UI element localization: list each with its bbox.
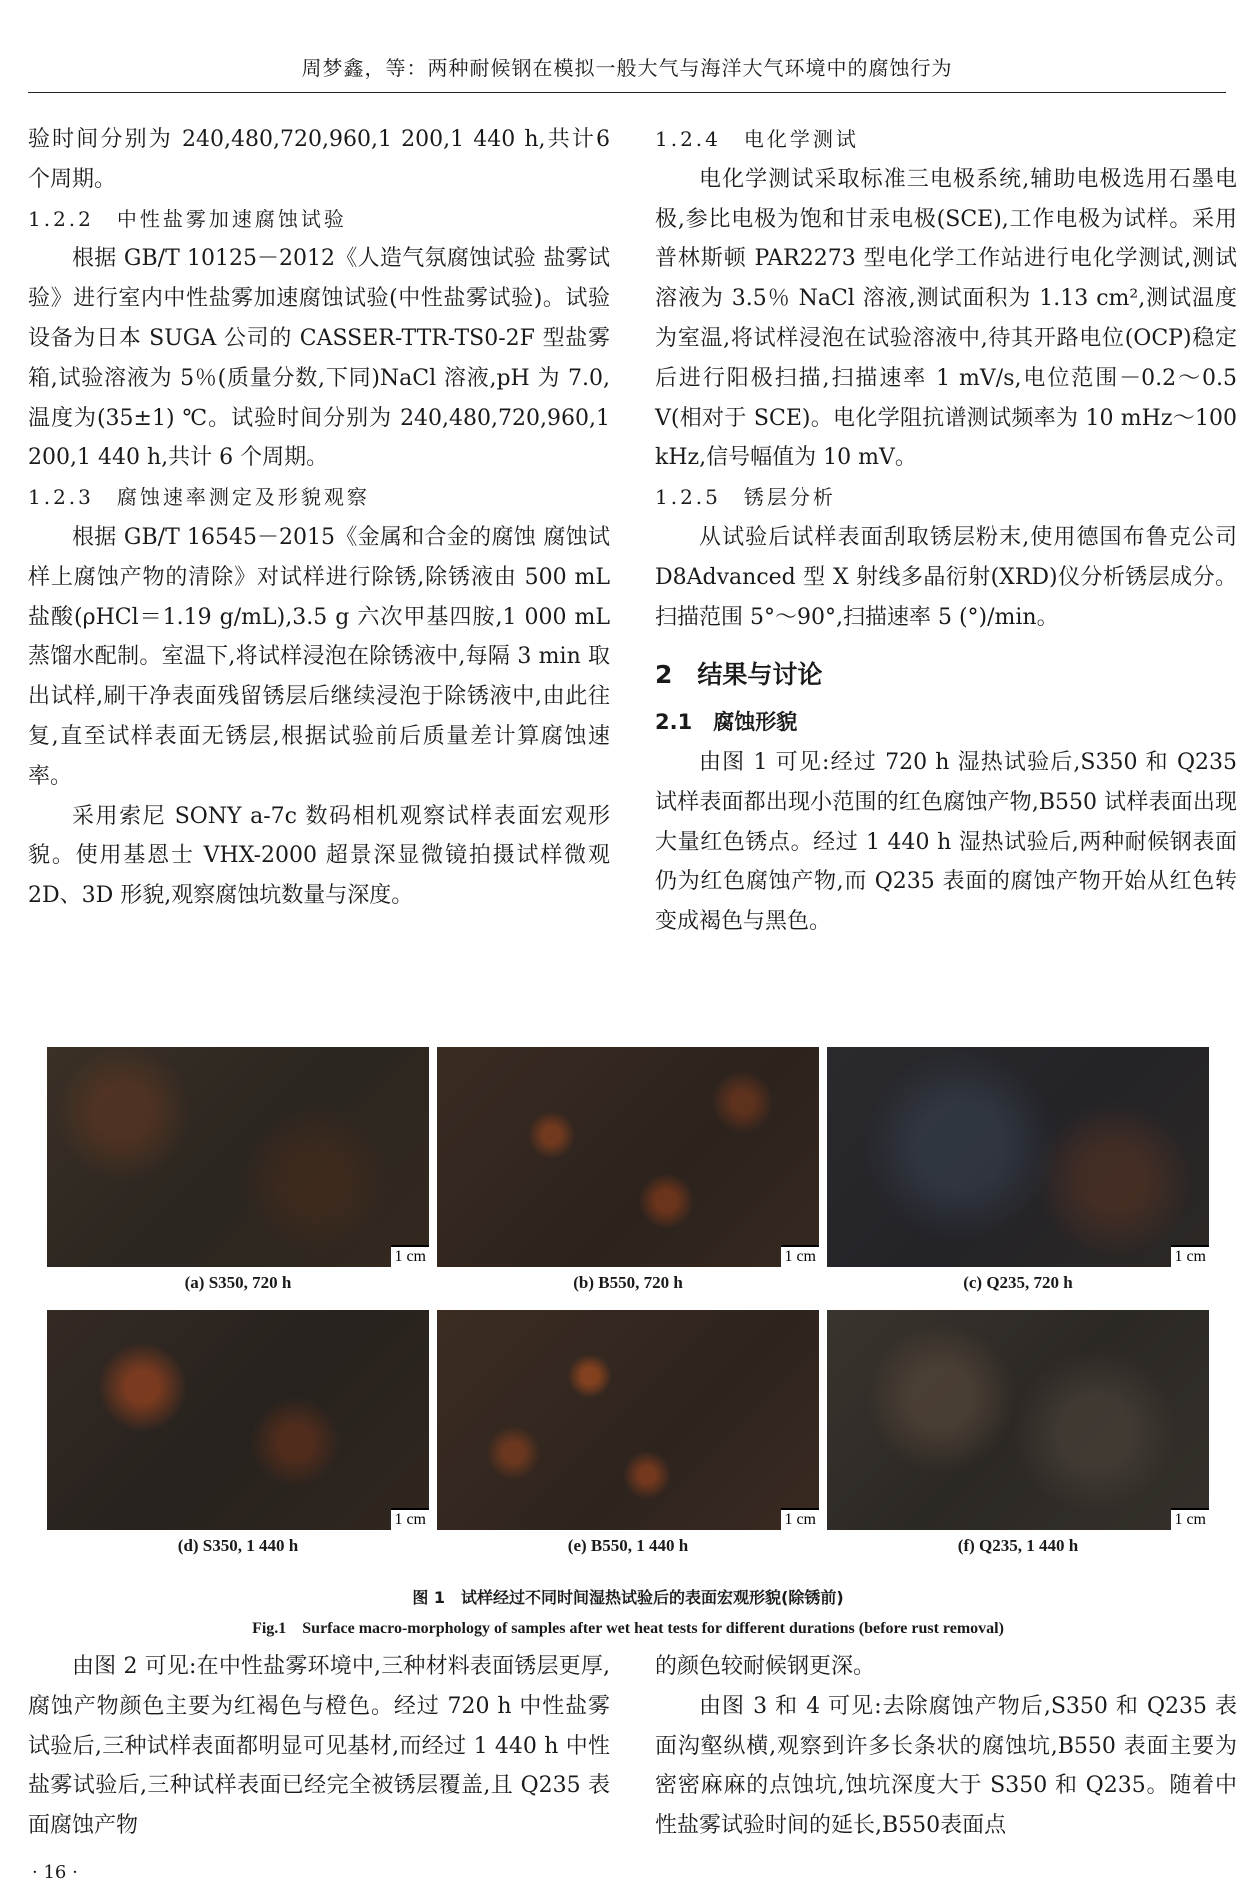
panel-caption: (d) S350, 1 440 h bbox=[177, 1536, 299, 1555]
sample-photo bbox=[827, 1047, 1209, 1267]
paragraph: 由图 1 可见:经过 720 h 湿热试验后,S350 和 Q235 试样表面都出现小范围的红色腐蚀产物,B550 试样表面出现大量红色锈点。经过 1 440 h 湿热试验后,两种耐候钢表面仍为红色腐蚀产物,而 Q235 表面的腐蚀产物开始从红色转变成褐色与黑色。 bbox=[655, 749, 1237, 935]
header-rule bbox=[28, 92, 1226, 93]
subsection-heading-1-2-2: 1.2.2 中性盐雾加速腐蚀试验 bbox=[28, 206, 347, 231]
sample-photo bbox=[437, 1310, 819, 1530]
figure-panel-e bbox=[437, 1310, 819, 1565]
figure-panel-f bbox=[827, 1310, 1209, 1565]
sample-photo bbox=[47, 1047, 429, 1267]
figure-caption-cn: 图 1 试样经过不同时间湿热试验后的表面宏观形貌(除锈前) bbox=[412, 1588, 844, 1607]
section-heading-2: 2 结果与讨论 bbox=[655, 660, 823, 690]
panel-caption: (e) B550, 1 440 h bbox=[567, 1536, 689, 1555]
bottom-left-column bbox=[28, 1647, 610, 1846]
subsection-heading-1-2-4: 1.2.4 电化学测试 bbox=[655, 127, 859, 151]
subsection-heading-1-2-5: 1.2.5 锈层分析 bbox=[655, 485, 836, 510]
subsection-heading-1-2-3: 1.2.3 腐蚀速率测定及形貌观察 bbox=[28, 485, 370, 510]
figure-grid bbox=[47, 1047, 1209, 1567]
paragraph: 由图 2 可见:在中性盐雾环境中,三种材料表面锈层更厚,腐蚀产物颜色主要为红褐色与橙色。经过 720 h 中性盐雾试验后,三种试样表面都明显可见基材,而经过 1 440 h 中性盐雾试验后,三种试样表面已经完全被锈层覆盖,且 Q235 表面腐蚀产物 bbox=[28, 1654, 610, 1839]
panel-caption: (b) B550, 720 h bbox=[573, 1273, 683, 1292]
figure-panel-c bbox=[827, 1047, 1209, 1302]
subsection-heading-2-1: 2.1 腐蚀形貌 bbox=[655, 710, 798, 735]
bottom-right-column bbox=[655, 1647, 1237, 1846]
paragraph: 的颜色较耐候钢更深。 bbox=[655, 1654, 876, 1679]
sample-photo bbox=[827, 1310, 1209, 1530]
figure-panel-b bbox=[437, 1047, 819, 1302]
panel-caption: (a) S350, 720 h bbox=[184, 1273, 292, 1292]
scale-bar: 1 cm bbox=[1171, 1245, 1209, 1267]
left-column bbox=[28, 120, 610, 916]
sample-photo bbox=[437, 1047, 819, 1267]
figure-1 bbox=[47, 1047, 1209, 1637]
paragraph: 电化学测试采取标准三电极系统,辅助电极选用石墨电极,参比电极为饱和甘汞电极(SCE),工作电极为试样。采用普林斯顿 PAR2273 型电化学工作站进行电化学测试,测试溶液为 3.5％ NaCl 溶液,测试面积为 1.13 cm²,测试温度为室温,将试样浸泡在试验溶液中,待其开路电位(OCP)稳定后进行阳极扫描,扫描速率 1 mV/s,电位范围－0.2～0.5 V(相对于 SCE)。电化学阻抗谱测试频率为 10 mHz～100 kHz,信号幅值为 10 mV。 bbox=[655, 166, 1237, 471]
sample-photo bbox=[47, 1310, 429, 1530]
scale-bar: 1 cm bbox=[391, 1508, 429, 1530]
figure-caption-en: Fig.1 Surface macro-morphology of samples after wet heat tests for different durations (before rust removal) bbox=[252, 1620, 1004, 1637]
scale-bar: 1 cm bbox=[1171, 1508, 1209, 1530]
paragraph: 根据 GB/T 16545－2015《金属和合金的腐蚀 腐蚀试样上腐蚀产物的清除》对试样进行除锈,除锈液由 500 mL 盐酸(ρHCl＝1.19 g/mL),3.5 g 六次甲基四胺,1 000 mL 蒸馏水配制。室温下,将试样浸泡在除锈液中,每隔 3 min 取出试样,刷干净表面残留锈层后继续浸泡于除锈液中,由此往复,直至试样表面无锈层,根据试验前后质量差计算腐蚀速率。 bbox=[28, 524, 610, 789]
paragraph: 由图 3 和 4 可见:去除腐蚀产物后,S350 和 Q235 表面沟壑纵横,观察到许多长条状的腐蚀坑,B550 表面主要为密密麻麻的点蚀坑,蚀坑深度大于 S350 和 Q235。随着中性盐雾试验时间的延长,B550表面点 bbox=[655, 1693, 1237, 1839]
running-header: 周梦鑫，等：两种耐候钢在模拟一般大气与海洋大气环境中的腐蚀行为 bbox=[301, 56, 953, 80]
panel-caption: (c) Q235, 720 h bbox=[963, 1273, 1073, 1292]
page-number: · 16 · bbox=[32, 1862, 78, 1883]
paragraph: 采用索尼 SONY a-7c 数码相机观察试样表面宏观形貌。使用基恩士 VHX-2000 超景深显微镜拍摄试样微观 2D、3D 形貌,观察腐蚀坑数量与深度。 bbox=[28, 803, 610, 909]
panel-caption: (f) Q235, 1 440 h bbox=[957, 1536, 1079, 1555]
scale-bar: 1 cm bbox=[781, 1245, 819, 1267]
paragraph: 从试验后试样表面刮取锈层粉末,使用德国布鲁克公司 D8Advanced 型 X 射线多晶衍射(XRD)仪分析锈层成分。扫描范围 5°～90°,扫描速率 5 (°)/min。 bbox=[655, 524, 1237, 630]
figure-panel-d bbox=[47, 1310, 429, 1565]
paragraph: 根据 GB/T 10125－2012《人造气氛腐蚀试验 盐雾试验》进行室内中性盐雾加速腐蚀试验(中性盐雾试验)。试验设备为日本 SUGA 公司的 CASSER-TTR-TS0-2F 型盐雾箱,试验溶液为 5％(质量分数,下同)NaCl 溶液,pH 为 7.0,温度为(35±1) ℃。试验时间分别为 240,480,720,960,1 200,1 440 h,共计 6 个周期。 bbox=[28, 246, 610, 471]
right-column bbox=[655, 120, 1237, 942]
scale-bar: 1 cm bbox=[391, 1245, 429, 1267]
paragraph: 验时间分别为 240,480,720,960,1 200,1 440 h,共计6 个周期。 bbox=[28, 127, 610, 192]
scale-bar: 1 cm bbox=[781, 1508, 819, 1530]
figure-panel-a bbox=[47, 1047, 429, 1302]
